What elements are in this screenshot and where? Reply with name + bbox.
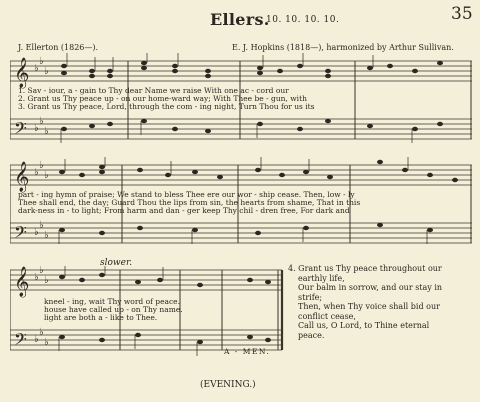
lyric-verse-1: kneel - ing, wait Thy word of peace. (44, 297, 181, 306)
verse-4-line: peace. (298, 330, 325, 340)
bass-clef-icon: 𝄢 (14, 329, 27, 353)
svg-text:♭: ♭ (39, 266, 44, 276)
svg-text:♭: ♭ (34, 63, 39, 74)
verse-4-line: Call us, O Lord, to Thine eternal (298, 321, 430, 330)
lyric-verse-2: 2. Grant us Thy peace up - on our home-ward way; With Thee be - gun, with (18, 94, 307, 103)
treble-clef-icon: 𝄞 (14, 267, 30, 297)
verse-4-line: conflict cease, (298, 311, 356, 321)
svg-text:♭: ♭ (34, 334, 39, 345)
svg-text:♭: ♭ (44, 337, 49, 348)
svg-text:♭: ♭ (39, 116, 44, 127)
svg-text:♭: ♭ (44, 66, 49, 77)
composer-credit: E. J. Hopkins (1818—), harmonized by Arthur Sullivan. (232, 43, 454, 52)
verse-4-line: Our balm in sorrow, and our stay in (298, 283, 443, 292)
svg-text:♭: ♭ (39, 327, 44, 338)
svg-text:♭: ♭ (44, 126, 49, 137)
lyrics-2 (18, 190, 360, 215)
bass-clef-icon: 𝄢 (14, 222, 27, 246)
lyric-verse-1: 1. Sav - iour, a - gain to Thy dear Name we raise With one ac - cord our (18, 86, 289, 95)
music-system-1 (10, 53, 472, 148)
svg-text:♭: ♭ (34, 167, 39, 178)
lyrics-3 (44, 297, 183, 322)
svg-text:♭: ♭ (34, 227, 39, 238)
lyric-verse-3: 3. Grant us Thy peace, Lord, through the com - ing night, Turn Thou for us its (18, 102, 315, 111)
hymn-meter: 10. 10. 10. 10. (266, 15, 340, 25)
svg-text:♭: ♭ (34, 272, 39, 283)
verse-4-line: strife; (298, 292, 323, 302)
svg-text:♭: ♭ (44, 170, 49, 181)
music-system-3 (10, 266, 285, 376)
bass-clef-icon: 𝄢 (14, 118, 27, 142)
svg-text:♭: ♭ (39, 160, 44, 171)
music-system-2 (10, 157, 472, 252)
tune-name: (EVENING.) (200, 380, 256, 390)
svg-text:♭: ♭ (44, 230, 49, 241)
treble-staff-3 (10, 270, 282, 290)
hymn-title: Ellers. (210, 10, 270, 29)
bass-staff-2 (10, 223, 472, 243)
svg-text:♭: ♭ (34, 123, 39, 134)
lyric-verse-1: part - ing hymn of praise; We stand to bless Thee ere our wor - ship cease. Then, low - ly (18, 190, 355, 199)
lyric-verse-3: light are both a - like to Thee. (44, 313, 158, 322)
verse-4 (288, 264, 473, 340)
amen-lyric: A - MEN. (224, 347, 271, 356)
lyric-verse-2: house have called up - on Thy name. (44, 305, 183, 314)
bass-staff-1 (10, 119, 472, 139)
svg-text:♭: ♭ (39, 220, 44, 231)
svg-text:♭: ♭ (39, 56, 44, 67)
lyric-verse-3: dark-ness in - to light; From harm and dan - ger keep Thy chil - dren free, For dark and (18, 206, 350, 215)
treble-clef-icon: 𝄞 (14, 58, 30, 88)
author-credit: J. Ellerton (1826—). (18, 43, 99, 52)
verse-4-line: Then, when Thy voice shall bid our (298, 302, 440, 311)
lyrics-1 (18, 86, 315, 111)
treble-staff-1 (10, 61, 472, 81)
svg-text:♭: ♭ (44, 275, 49, 286)
verse-4-line: 4. Grant us Thy peace throughout our (288, 264, 442, 273)
treble-clef-icon: 𝄞 (14, 162, 30, 192)
tempo-marking: slower. (100, 258, 133, 268)
page-number: 35 (451, 4, 473, 24)
lyric-verse-2: Thee shall end, the day; Guard Thou the lips from sin, the hearts from shame, That in this (18, 198, 361, 207)
verse-4-line: earthly life, (298, 273, 345, 283)
